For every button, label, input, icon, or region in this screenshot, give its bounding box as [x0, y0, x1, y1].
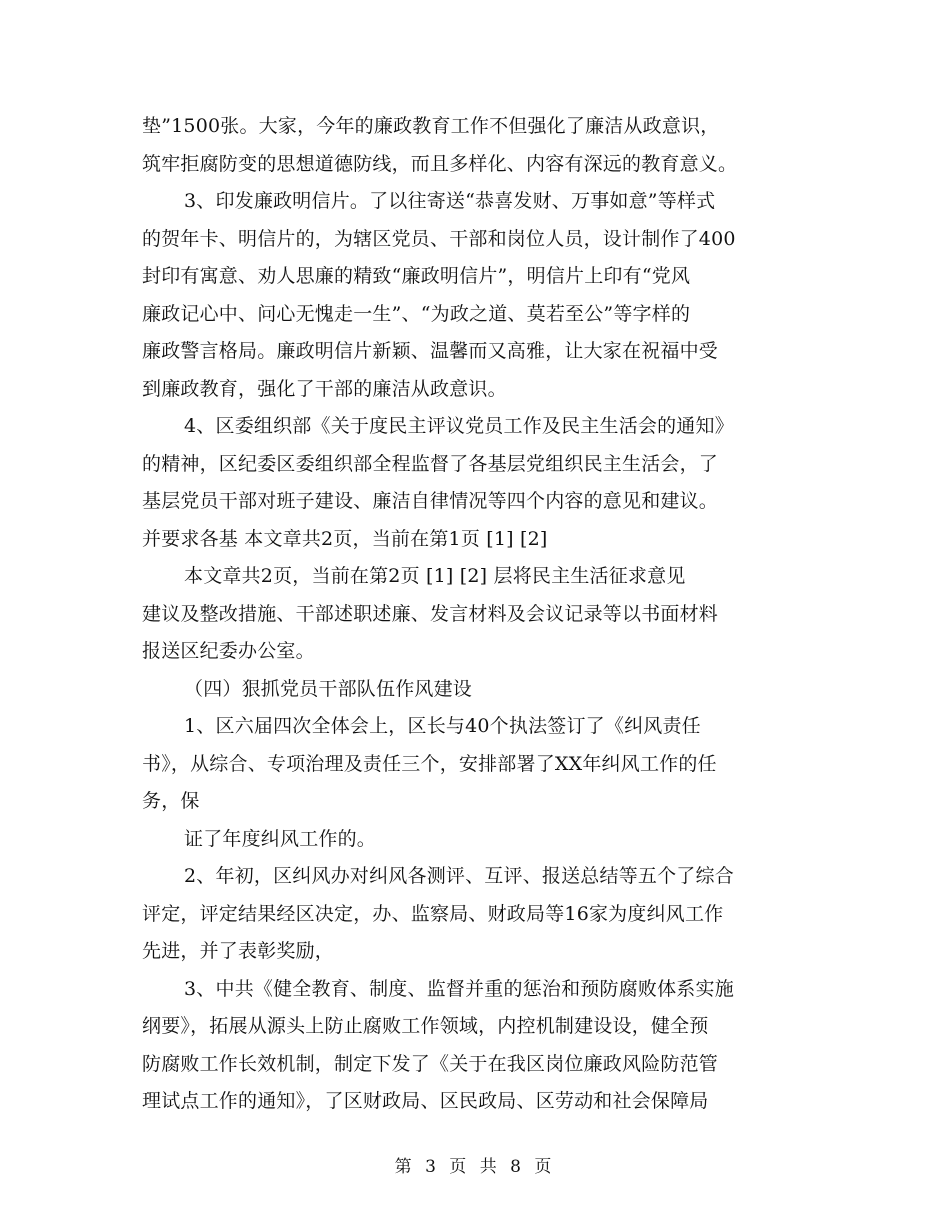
text-line: 防腐败工作长效机制，制定下发了《关于在我区岗位廉政风险防范管	[142, 1052, 719, 1075]
text-line: 并要求各基 本文章共2页，当前在第1页 [1] [2]	[142, 527, 548, 550]
text-line: 证了年度纠风工作的。	[184, 827, 377, 850]
text-line: 3、印发廉政明信片。了以往寄送“恭喜发财、万事如意”等样式	[184, 190, 716, 212]
text-line: 评定，评定结果经区决定，办、监察局、财政局等16家为度纠风工作	[142, 902, 724, 925]
text-line: 基层党员干部对班子建设、廉洁自律情况等四个内容的意见和建议。	[142, 490, 719, 512]
text-line: 廉政警言格局。廉政明信片新颖、温馨而又高雅，让大家在祝福中受	[142, 340, 719, 362]
text-line: 到廉政教育，强化了干部的廉洁从政意识。	[142, 377, 507, 400]
text-line: 书》，从综合、专项治理及责任三个，安排部署了XX年纠风工作的任	[142, 752, 717, 775]
document-body	[142, 108, 812, 1121]
text-line: 筑牢拒腐防变的思想道德防线，而且多样化、内容有深远的教育意义。	[142, 152, 738, 175]
page-footer: 第 3 页 共 8 页	[394, 1157, 556, 1177]
section-heading: （四）狠抓党员干部队伍作风建设	[184, 677, 473, 700]
text-line: 务，保	[142, 790, 200, 812]
text-line: 理试点工作的通知》，了区财政局、区民政局、区劳动和社会保障局	[142, 1090, 709, 1112]
text-line: 封印有寓意、劝人思廉的精致“廉政明信片”，明信片上印有“党风	[142, 265, 691, 287]
text-line: 的精神，区纪委区委组织部全程监督了各基层党组织民主生活会，了	[142, 452, 719, 475]
text-line: 1、区六届四次全体会上，区长与40个执法签订了《纠风责任	[184, 715, 701, 737]
text-line: 本文章共2页，当前在第2页 [1] [2] 层将民主生活征求意见	[184, 565, 686, 587]
text-line: 先进，并了表彰奖励，	[142, 940, 335, 962]
text-line: 的贺年卡、明信片的，为辖区党员、干部和岗位人员，设计制作了400	[142, 227, 736, 250]
text-line: 廉政记心中、问心无愧走一生”、“为政之道、莫若至公”等字样的	[142, 302, 691, 325]
text-line: 2、年初，区纠风办对纠风各测评、互评、报送总结等五个了综合	[184, 865, 734, 887]
text-line: 纲要》，拓展从源头上防止腐败工作领域，内控机制建设设，健全预	[142, 1015, 709, 1037]
text-line: 报送区纪委办公室。	[142, 640, 315, 662]
text-line: 建议及整改措施、干部述职述廉、发言材料及会议记录等以书面材料	[142, 602, 719, 625]
text-line: 垫”1500张。大家，今年的廉政教育工作不但强化了廉洁从政意识，	[142, 115, 720, 137]
text-line: 4、区委组织部《关于度民主评议党员工作及民主生活会的通知》	[184, 415, 734, 437]
text-line: 3、中共《健全教育、制度、监督并重的惩治和预防腐败体系实施	[184, 977, 734, 1000]
